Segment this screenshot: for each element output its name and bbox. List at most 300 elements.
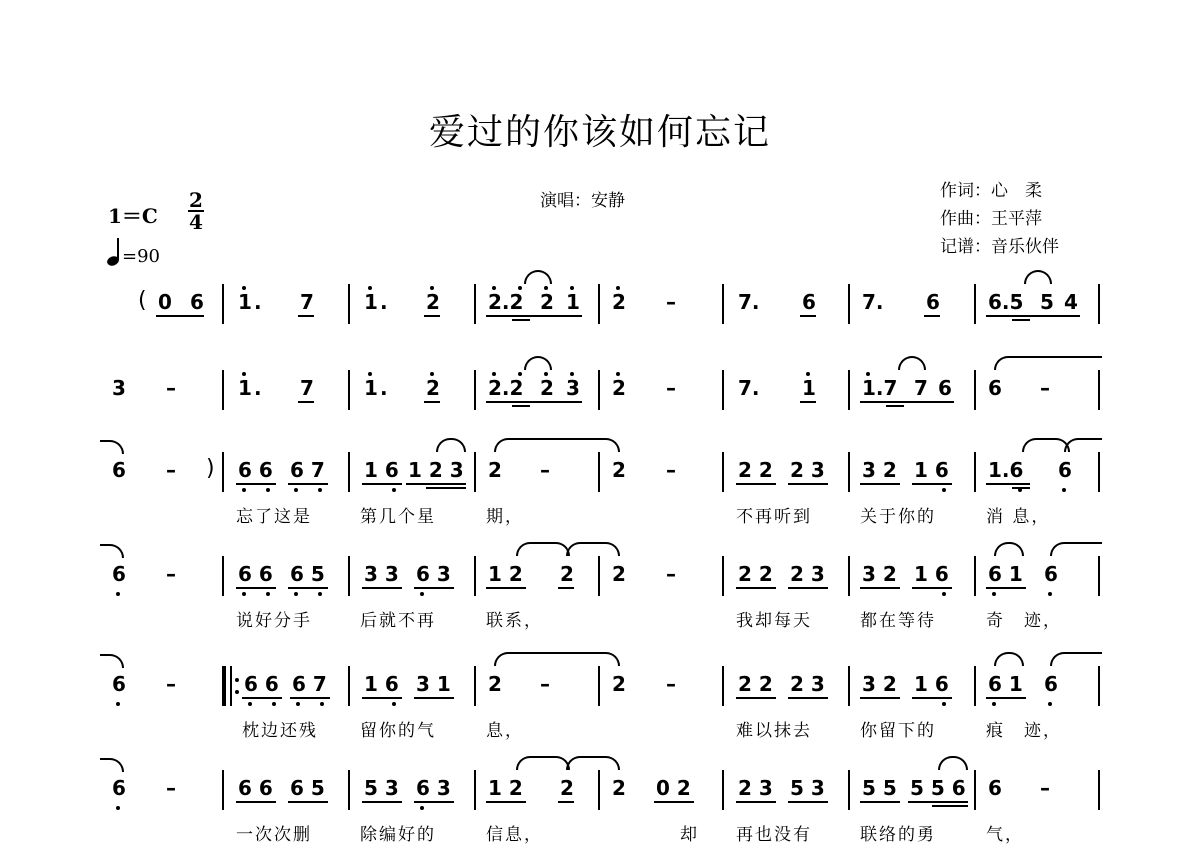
slur [898,356,926,370]
time-signature-bottom: 4 [189,210,203,234]
lyric-row-4-1: 说好分手 [236,611,312,631]
barline [848,666,850,706]
barline [474,452,476,492]
tie [994,356,1102,370]
low-dot [320,702,324,706]
barline [722,666,724,706]
underline [362,801,402,803]
note: 6 [1044,672,1058,696]
low-dot [266,592,270,596]
high-dot [616,286,620,290]
note: 6 3 [416,776,451,800]
lyric-row-6-3: 信息， [486,825,543,845]
barline [722,452,724,492]
lyric-row-6-5: 再也没有 [736,825,812,845]
tempo-marking: =90 [122,246,160,267]
note: 6 6 [238,776,273,800]
tie [566,542,620,556]
underline [236,587,276,589]
underline [236,483,276,485]
note: 2 [612,376,626,400]
score-row-1 [0,284,1200,324]
underline [886,405,904,407]
note: 1 2 3 [408,458,464,482]
high-dot [806,372,810,376]
barline [974,770,976,810]
dash: – [540,672,550,696]
page-title: 爱过的你该如何忘记 [428,112,771,153]
note: 2 3 [790,562,825,586]
note: 1.7 [862,376,898,400]
note: 6 [938,376,952,400]
note: 2 [612,672,626,696]
dash: – [666,376,676,400]
underline [736,801,776,803]
slur [994,542,1024,556]
note: 2.2 [488,290,524,314]
tie [1050,542,1102,556]
low-dot [116,592,120,596]
lyric-row-5-4: 难以抹去 [736,721,812,741]
note: 7 [914,376,928,400]
note: 2 [560,562,574,586]
tie [566,756,620,770]
note: 0 [158,290,172,314]
dash: – [166,376,176,400]
note: 6 [802,290,816,314]
dash: – [1040,776,1050,800]
note: 2 [612,458,626,482]
note: 6 [988,776,1002,800]
barline [848,556,850,596]
note: 7 [300,290,314,314]
underline [860,401,954,403]
note: 6 6 [238,562,273,586]
score-row-4 [0,556,1200,596]
note: 3 [112,376,126,400]
barline [222,284,224,324]
slur [1022,438,1070,452]
note: 1 [802,376,816,400]
high-dot [368,372,372,376]
note: 2 [540,290,554,314]
barline [598,452,600,492]
underline [986,587,1026,589]
barline [848,770,850,810]
low-dot [992,702,996,706]
note: 2 2 [738,672,773,696]
low-dot [942,488,946,492]
underline [512,319,530,321]
dash: – [1040,376,1050,400]
tie [100,654,124,668]
note: 5 3 [364,776,399,800]
time-signature [186,190,206,232]
note: 3 [566,376,580,400]
barline [974,284,976,324]
low-dot [266,488,270,492]
note: 7. [862,290,884,314]
note: 2 [540,376,554,400]
underline [860,587,900,589]
barline [348,666,350,706]
note: 6 6 [244,672,279,696]
underline [912,697,952,699]
barline [1098,284,1100,324]
low-dot [294,488,298,492]
barline [474,556,476,596]
low-dot [116,702,120,706]
lyric-row-3-6: 消 息， [986,507,1051,527]
underline [788,801,828,803]
underline [736,587,776,589]
lyric-row-4-4: 我却每天 [736,611,812,631]
tie [100,544,124,558]
note: 2.2 [488,376,524,400]
underline [414,587,454,589]
underline [986,315,1080,317]
slur [524,270,552,284]
underline [736,483,776,485]
note: 5 5 6 [910,776,966,800]
slur [994,652,1024,666]
low-dot [248,702,252,706]
barline [474,370,476,410]
barline [1098,370,1100,410]
note: . [380,290,388,314]
barline [722,284,724,324]
lyric-row-5-5: 你留下的 [860,721,936,741]
note: 6 [1058,458,1072,482]
high-dot [616,372,620,376]
lyric-row-5-6: 痕 迹， [986,721,1062,741]
note: 5 3 [790,776,825,800]
note: 3 1 [416,672,451,696]
underline [800,401,816,403]
low-dot [1048,592,1052,596]
note: 1 [364,290,378,314]
low-dot [318,488,322,492]
note: . [254,290,262,314]
slur [436,438,466,452]
underline [406,483,466,485]
underline [1012,319,1030,321]
barline [222,452,224,492]
underline [486,587,526,589]
underline [558,801,574,803]
repeat-barline [222,666,226,706]
note: 2 [426,290,440,314]
note: 6 6 [238,458,273,482]
barline [474,284,476,324]
tie [100,758,124,772]
note: 1 [364,376,378,400]
high-dot [368,286,372,290]
low-dot [420,592,424,596]
note: 6 [112,562,126,586]
underline [362,697,402,699]
underline [298,401,314,403]
lyric-row-6-1: 一次次删 [236,825,312,845]
underline [414,697,454,699]
tie [494,652,620,666]
note: 2 [426,376,440,400]
underline [424,401,440,403]
lyric-row-3-3: 期， [486,507,524,527]
barline [348,770,350,810]
lyric-row-6-4: 却 [680,825,699,845]
underline [924,315,940,317]
note: 6 [988,376,1002,400]
note: 7. [738,290,760,314]
high-dot [866,372,870,376]
low-dot [242,488,246,492]
low-dot [116,806,120,810]
note: 7. [738,376,760,400]
barline [598,556,600,596]
low-dot [296,702,300,706]
note: 1 6 [914,672,949,696]
note: 6 [112,458,126,482]
lyric-row-6-6: 联络的勇 [860,825,936,845]
repeat-barline-thin [230,666,232,706]
high-dot [430,286,434,290]
barline [974,666,976,706]
note: 6 [112,672,126,696]
note: 3 3 [364,562,399,586]
underline [362,587,402,589]
score-row-6 [0,770,1200,810]
note: 4 [1064,290,1078,314]
dash: – [166,672,176,696]
barline [974,370,976,410]
underline [486,401,582,403]
tie [494,438,620,452]
dash: – [166,776,176,800]
underline [788,697,828,699]
lyricist-credit: 作词：心 柔 [940,181,1042,201]
slur [1024,270,1052,284]
low-dot [942,592,946,596]
note: 6 1 [988,562,1023,586]
note: 3 2 [862,562,897,586]
dash: – [666,672,676,696]
lyric-row-4-3: 联系， [486,611,543,631]
barline [348,556,350,596]
barline [848,452,850,492]
underline [788,483,828,485]
underline [986,697,1026,699]
barline [974,452,976,492]
close-paren: ) [206,456,215,481]
low-dot [1048,702,1052,706]
note: 5 5 [862,776,897,800]
note: 1 [238,376,252,400]
underline [362,483,402,485]
note: 1 6 [364,672,399,696]
high-dot [518,372,522,376]
note: 2 3 [790,672,825,696]
underline [426,487,466,489]
barline [722,370,724,410]
dash: – [166,562,176,586]
barline [974,556,976,596]
slur [516,542,570,556]
note: 2 [612,562,626,586]
lyric-row-3-5: 关于你的 [860,507,936,527]
underline [860,483,900,485]
low-dot [992,592,996,596]
note: 2 2 [738,458,773,482]
note: 6 5 [290,776,325,800]
score-row-3 [0,452,1200,492]
dash: – [666,290,676,314]
barline [598,370,600,410]
barline [348,284,350,324]
underline [236,801,276,803]
note: 6 7 [290,458,325,482]
underline [986,483,1030,485]
barline [474,666,476,706]
tie [100,440,124,454]
note: 1 6 [914,458,949,482]
note: 2 [488,458,502,482]
barline [222,556,224,596]
low-dot [392,702,396,706]
note: 2 3 [738,776,773,800]
note: 6 1 [988,672,1023,696]
underline [1012,487,1030,489]
note: 6 7 [292,672,327,696]
note: 2 2 [738,562,773,586]
low-dot [1062,488,1066,492]
quarter-note-icon [104,236,124,272]
underline [298,315,314,317]
note: 1 6 [364,458,399,482]
underline [512,405,530,407]
underline [908,801,968,803]
high-dot [570,372,574,376]
note: 6.5 [988,290,1024,314]
note: 2 3 [790,458,825,482]
high-dot [518,286,522,290]
underline [912,587,952,589]
underline [156,315,204,317]
note: 7 [300,376,314,400]
barline [598,770,600,810]
high-dot [430,372,434,376]
underline [860,697,900,699]
note: 2 [560,776,574,800]
underline [788,587,828,589]
transcriber-credit: 记谱：音乐伙伴 [940,237,1059,257]
barline [1098,452,1100,492]
underline [288,801,328,803]
lyric-row-4-6: 奇 迹， [986,611,1062,631]
lyric-row-4-2: 后就不再 [360,611,436,631]
underline [932,805,968,807]
dash: – [166,458,176,482]
note: 3 2 [862,672,897,696]
high-dot [570,286,574,290]
note: 6 5 [290,562,325,586]
low-dot [942,702,946,706]
dash: – [666,458,676,482]
note: 6 [926,290,940,314]
note: 1 2 [488,776,523,800]
time-signature-top: 2 [189,188,203,212]
slur [938,756,968,770]
barline [1098,666,1100,706]
lyric-row-3-1: 忘了这是 [236,507,312,527]
high-dot [544,286,548,290]
low-dot [294,592,298,596]
high-dot [242,286,246,290]
key-signature: 1＝C [108,204,158,228]
lyric-row-5-3: 息， [486,721,524,741]
lyric-row-4-5: 都在等待 [860,611,936,631]
lyric-row-5-1: 枕边还残 [242,721,318,741]
high-dot [492,372,496,376]
low-dot [242,592,246,596]
underline [414,801,454,803]
low-dot [318,592,322,596]
barline [722,556,724,596]
underline [486,801,526,803]
note: 6 [112,776,126,800]
underline [558,587,574,589]
underline [654,801,694,803]
underline [242,697,282,699]
barline [848,284,850,324]
barline [598,666,600,706]
underline [288,483,328,485]
note: 0 2 [656,776,691,800]
barline [348,370,350,410]
barline [848,370,850,410]
open-paren: ( [138,288,147,313]
slur [524,356,552,370]
note: 6 3 [416,562,451,586]
lyric-row-3-2: 第几个星 [360,507,436,527]
high-dot [544,372,548,376]
low-dot [392,488,396,492]
barline [474,770,476,810]
tie [1064,438,1102,452]
note: . [380,376,388,400]
note: 2 [488,672,502,696]
score-row-5 [0,666,1200,706]
barline [1098,770,1100,810]
dash: – [540,458,550,482]
note: 1 [238,290,252,314]
score-row-2 [0,370,1200,410]
note: 5 [1040,290,1054,314]
note: 3 2 [862,458,897,482]
note: 2 [612,290,626,314]
note: 2 [612,776,626,800]
note: . [254,376,262,400]
lyric-row-3-4: 不再听到 [736,507,812,527]
lyric-row-5-2: 留你的气 [360,721,436,741]
repeat-dot [235,678,239,682]
slur [516,756,570,770]
barline [598,284,600,324]
repeat-dot [235,690,239,694]
high-dot [242,372,246,376]
dash: – [666,562,676,586]
underline [912,483,952,485]
